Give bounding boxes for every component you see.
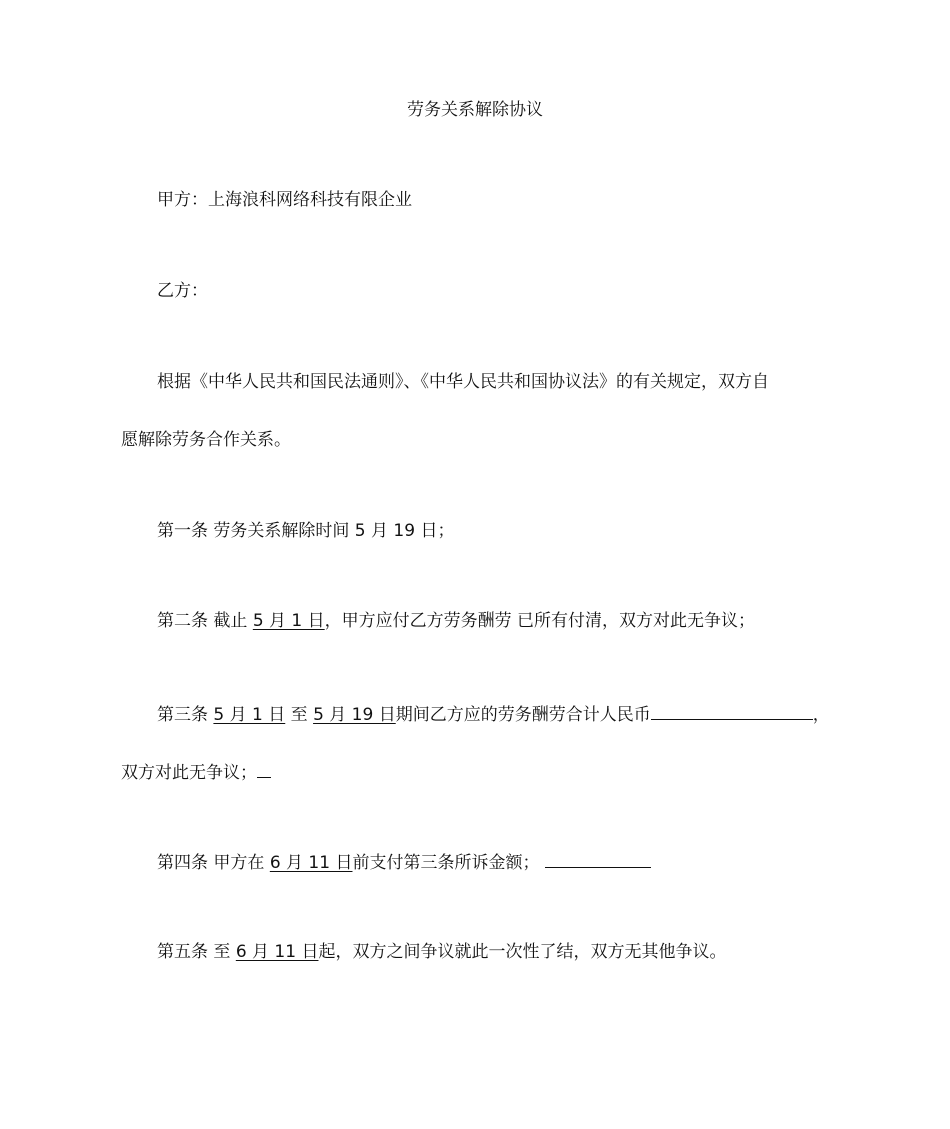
article-3-line-2-text: 双方对此无争议； <box>121 763 257 783</box>
article-3-trailing-blank[interactable] <box>257 759 271 778</box>
article-5-date: 6 月 11 日 <box>235 942 319 962</box>
amount-blank[interactable] <box>651 701 813 720</box>
article-5 <box>157 940 726 964</box>
article-4-date: 6 月 11 日 <box>269 853 353 873</box>
article-2-suffix: ，甲方应付乙方劳务酬劳 已所有付清，双方对此无争议； <box>324 611 756 631</box>
article-3-line-2 <box>121 759 271 785</box>
preamble-line-2: 愿解除劳务合作关系。 <box>121 430 291 450</box>
article-4-suffix: 前支付第三条所诉金额； <box>352 853 540 873</box>
article-5-suffix: 起，双方之间争议就此一次性了结，双方无其他争议。 <box>318 942 727 962</box>
article-4 <box>157 849 651 875</box>
article-5-prefix: 第五条 至 <box>157 942 236 962</box>
article-1: 第一条 劳务关系解除时间 5 月 19 日； <box>157 521 455 541</box>
article-4-blank[interactable] <box>545 849 651 868</box>
document-title: 劳务关系解除协议 <box>407 100 543 120</box>
article-3-suffix: 期间乙方应的劳务酬劳合计人民币 <box>395 705 651 725</box>
article-4-prefix: 第四条 甲方在 <box>157 853 270 873</box>
article-2-date: 5 月 1 日 <box>252 611 325 631</box>
party-a-line: 甲方：上海浪科网络科技有限企业 <box>157 190 412 210</box>
article-3-tail: ， <box>812 705 830 725</box>
article-3-line-1 <box>157 701 830 727</box>
article-2 <box>157 609 755 633</box>
article-2-prefix: 第二条 截止 <box>157 611 253 631</box>
article-3-prefix: 第三条 <box>157 705 214 725</box>
article-3-date-from: 5 月 1 日 <box>213 705 286 725</box>
article-3-middle: 至 <box>285 705 314 725</box>
party-b-line: 乙方： <box>157 281 208 301</box>
preamble-line-1: 根据《中华人民共和国民法通则》、《中华人民共和国协议法》的有关规定，双方自 <box>157 372 769 392</box>
article-3-date-to: 5 月 19 日 <box>313 705 396 725</box>
